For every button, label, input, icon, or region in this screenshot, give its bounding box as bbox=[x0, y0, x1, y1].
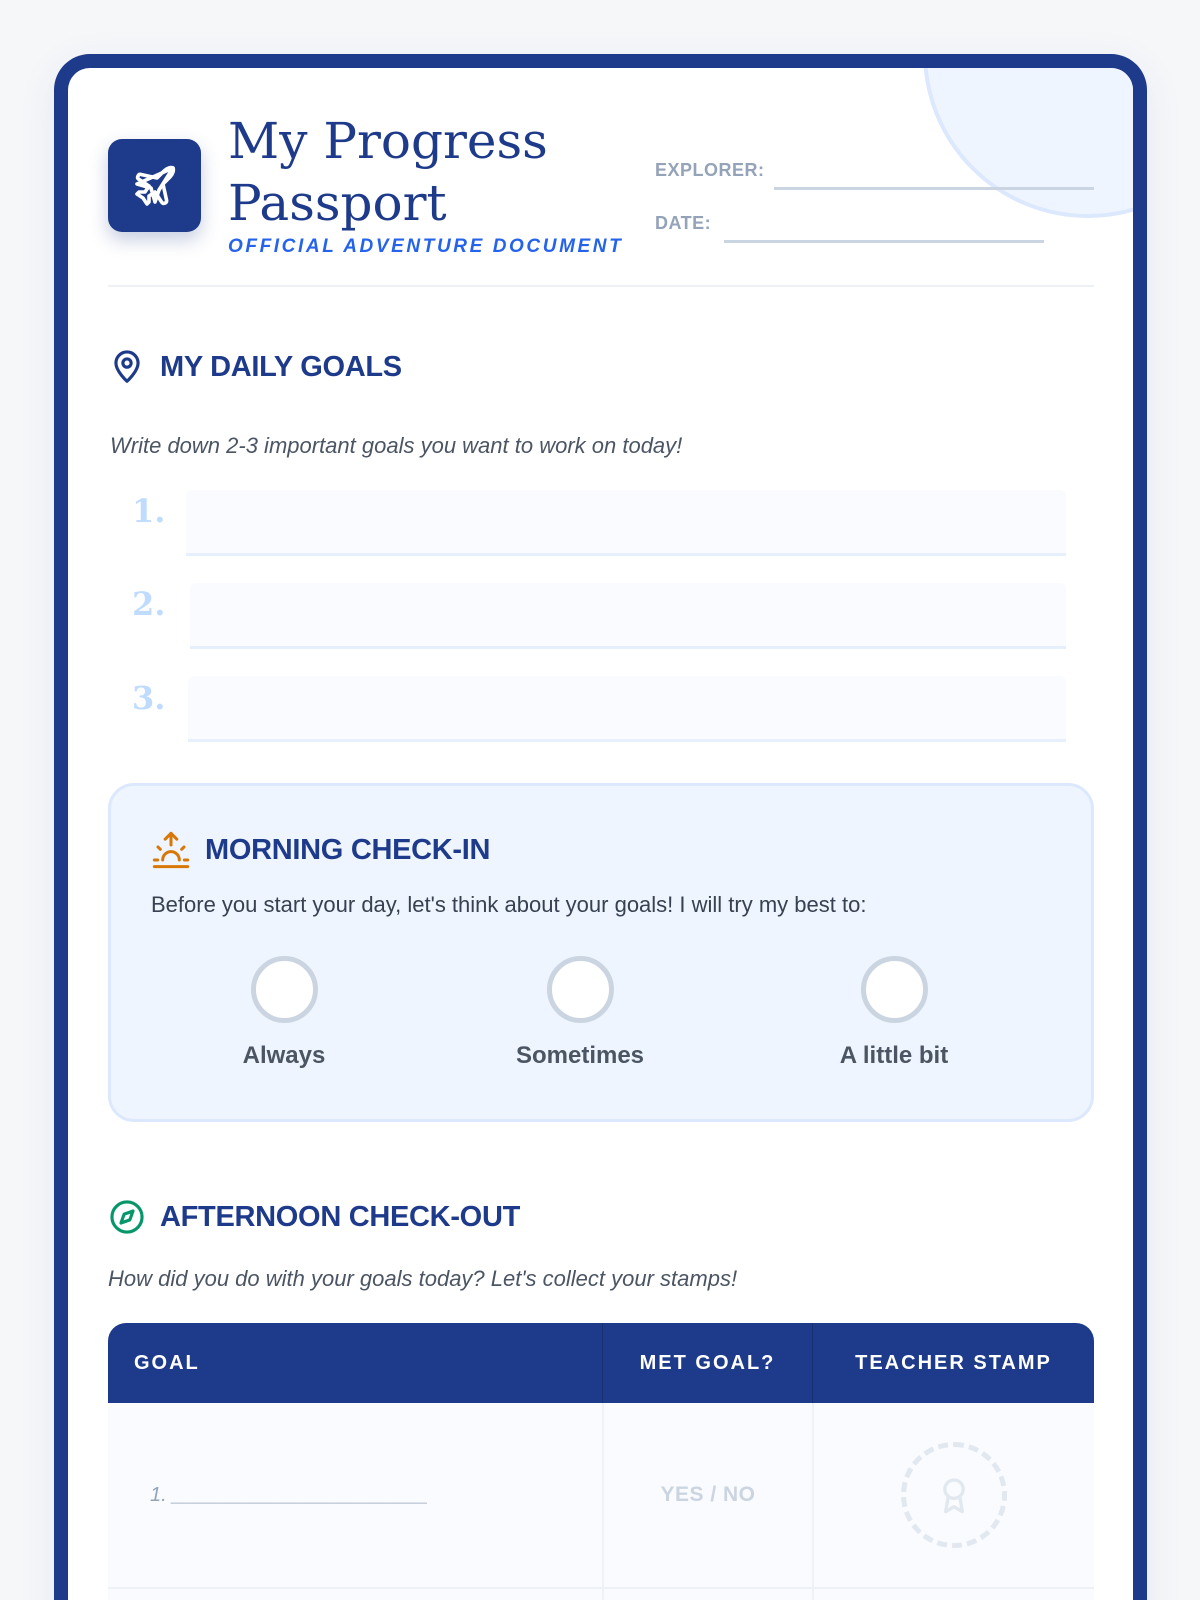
goal-number: 3. bbox=[132, 679, 166, 717]
passport-card bbox=[54, 54, 1147, 1600]
met-goal-cell[interactable] bbox=[602, 1589, 812, 1600]
goal-number: 2. bbox=[132, 585, 166, 623]
stamp-cell[interactable] bbox=[812, 1589, 1094, 1600]
daily-goals-heading bbox=[108, 348, 402, 386]
option-always[interactable] bbox=[184, 956, 384, 1070]
airplane-icon bbox=[108, 139, 201, 232]
column-header-teacher-stamp: TEACHER STAMP bbox=[812, 1323, 1094, 1403]
column-header-met-goal: MET GOAL? bbox=[602, 1323, 812, 1403]
map-pin-icon bbox=[108, 348, 146, 386]
table-row bbox=[108, 1403, 1094, 1589]
daily-goals-title: MY DAILY GOALS bbox=[160, 350, 402, 383]
option-label: A little bit bbox=[839, 1042, 949, 1069]
sunrise-icon bbox=[151, 830, 191, 870]
goal-input[interactable] bbox=[188, 676, 1066, 742]
option-label: Always bbox=[242, 1042, 326, 1069]
corner-decoration bbox=[923, 54, 1147, 218]
stamp-cell[interactable] bbox=[812, 1403, 1094, 1587]
table-header bbox=[108, 1323, 1094, 1403]
explorer-label: EXPLORER: bbox=[655, 160, 765, 180]
radio-circle[interactable] bbox=[861, 956, 928, 1023]
goal-blank: 1. _______________________ bbox=[150, 1483, 429, 1506]
radio-circle[interactable] bbox=[547, 956, 614, 1023]
header-divider bbox=[108, 285, 1094, 287]
radio-circle[interactable] bbox=[251, 956, 318, 1023]
date-label: DATE: bbox=[655, 213, 712, 233]
yes-no-text: YES / NO bbox=[660, 1483, 756, 1506]
column-header-goal: GOAL bbox=[134, 1351, 200, 1374]
goal-input[interactable] bbox=[186, 490, 1066, 556]
morning-checkin-title: MORNING CHECK-IN bbox=[205, 833, 491, 866]
afternoon-checkout-heading bbox=[108, 1198, 520, 1236]
afternoon-checkout-description: How did you do with your goals today? Let's collect your stamps! bbox=[108, 1266, 738, 1291]
morning-checkin-prompt: Before you start your day, let's think about your goals! I will try my best to: bbox=[151, 892, 867, 917]
goal-cell[interactable] bbox=[108, 1589, 602, 1600]
stamp-placeholder[interactable] bbox=[901, 1442, 1007, 1548]
table-row bbox=[108, 1589, 1094, 1600]
goal-number: 1. bbox=[132, 492, 166, 530]
met-goal-cell[interactable] bbox=[602, 1403, 812, 1587]
morning-checkin-heading bbox=[151, 830, 490, 870]
compass-icon bbox=[108, 1198, 146, 1236]
stamp-table bbox=[108, 1323, 1094, 1600]
morning-checkin-panel bbox=[108, 783, 1094, 1122]
explorer-field[interactable] bbox=[774, 187, 1094, 190]
option-sometimes[interactable] bbox=[480, 956, 680, 1070]
option-label: Sometimes bbox=[515, 1042, 645, 1069]
award-ribbon-icon bbox=[934, 1475, 974, 1515]
option-a-little-bit[interactable] bbox=[794, 956, 994, 1070]
daily-goals-description: Write down 2-3 important goals you want to work on today! bbox=[110, 433, 683, 458]
afternoon-checkout-title: AFTERNOON CHECK-OUT bbox=[160, 1200, 521, 1233]
page-subtitle: OFFICIAL ADVENTURE DOCUMENT bbox=[228, 236, 624, 257]
goal-input[interactable] bbox=[190, 583, 1066, 649]
date-field[interactable] bbox=[724, 240, 1044, 243]
goal-cell[interactable] bbox=[108, 1403, 602, 1587]
page-title: My Progress Passport bbox=[228, 112, 548, 232]
